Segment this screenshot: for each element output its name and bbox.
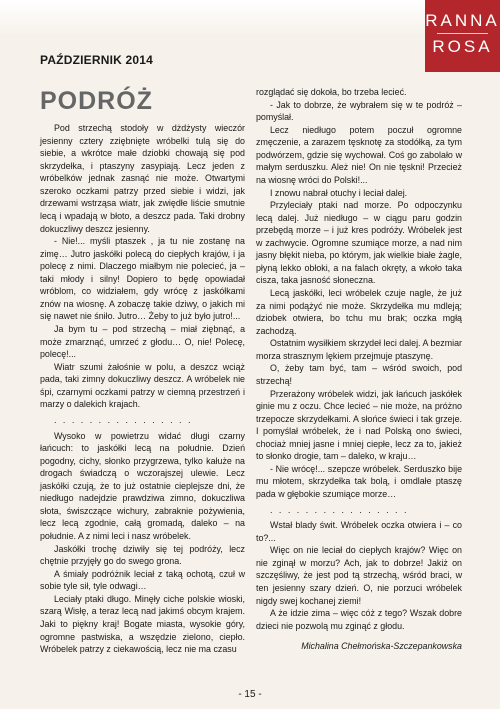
paragraph: Przerażony wróbelek widzi, jak łańcuch jaskółek ginie mu z oczu. Chce lecieć – nie może, na próżno trzepocze skrzydełkami. A słońce świeci i tak grzeje. I pomyślał wróbelek, że i nad Polską ono świeci, chociaż mniej jasne i mniej ciepłe, lecz za to, jakież to słonko drogie, tam – daleko, w kraju… [256, 388, 462, 462]
paragraph: Leciały ptaki długo. Minęły ciche polskie wioski, szarą Wisłę, a teraz lecą nad jakimś obcym krajem. Jaki to piękny kraj! Bogate miasta, wysokie góry, ogromne pastwiska, a wszędzie zielono, ciepło. Wróbelek patrzy z ciekawością, lecz nie ma czasu [40, 593, 245, 655]
page-number: - 15 - [238, 689, 262, 700]
logo-line-2: ROSA [432, 37, 493, 56]
logo-divider [437, 33, 488, 34]
paragraph: Więc on nie leciał do ciepłych krajów? Więc on nie zginął w morzu? Ach, jak to dobrze! Jakiż on szczęśliwy, że jest pod tą strzechą, wśród braci, w ten jesienny szary dzień. O, nie porzuci wróbelek nigdy swej kochanej ziemi! [256, 545, 462, 606]
paragraph: Wstał blady świt. Wróbelek oczka otwiera i – co to?... [256, 520, 462, 543]
magazine-logo [425, 0, 500, 72]
paragraph: Lecą jaskółki, leci wróbelek czuje nagle, że już za nimi podążyć nie może. Skrzydełka mu mdleją; dziobek otwiera, bo tchu mu brak; oczka mgłą zachodzą. [256, 288, 462, 336]
paragraph: rozglądać się dokoła, bo trzeba lecieć. [256, 87, 407, 97]
paragraph: - Nie wrócę!... szepcze wróbelek. Serduszko bije mu młotem, skrzydełka tak bolą, i omdlałe ptaszę pada w głębokie szumiące morze… [256, 463, 462, 499]
paragraph: Ja bym tu – pod strzechą – miał ziębnąć, a może zmarznąć, umrzeć z głodu… O, nie! Polecę, polecę!... [40, 324, 245, 360]
paragraph: A że idzie zima – więc cóż z tego? Wszak dobre dzieci nie pozwolą mu zginąć z głodu. [256, 608, 462, 631]
paragraph: - Nie!... myśli ptaszek , ja tu nie zostanę na zimę… Jutro jaskółki polecą do ciepłych krajów, i ja polecę z nimi. Dlaczego miałbym nie polecieć, ja – taki młody i silny! Dopiero to będę opowiadał wróblom, co widziałem, gdy wrócę z jaskółkami znów na wiosnę. A zobaczę takie dziwy, o jakich mi się nawet nie śniło. Jutro… Żeby to już było jutro!... [40, 236, 245, 322]
issue-month: PAŹDZIERNIK 2014 [40, 53, 154, 67]
paragraph: Wiatr szumi żałośnie w polu, a deszcz wciąż pada, taki zimny dokuczliwy deszcz. A wróbelek nie śpi, czarnymi oczkami patrzy w ciemną przestrzeń i marzy o dalekich krajach. [40, 361, 245, 410]
article-column-right [256, 86, 462, 653]
paragraph: Pod strzechą stodoły w dżdżysty wieczór jesienny cztery zziębnięte wróbelki tulą się do siebie, a wkrótce małe dziobki chowają się pod skrzydełka, i ptaszyny zasypiają. Lecz jeden z wróbelków jednak zasnąć nie może. Otwartymi szeroko oczkami patrzy przed siebie i widzi, jak drzewami wstrząsa wiatr, jak zwiędłe liście smutnie lecą i wpadają w błoto, a deszcz pada. Taki drobny dokuczliwy deszcz jesienny. [40, 123, 245, 234]
paragraph: Ostatnim wysiłkiem skrzydeł leci dalej. A bezmiar morza strasznym lękiem przejmuje ptaszynę. [256, 338, 462, 361]
paragraph: I znowu nabrał otuchy i leciał dalej. [270, 187, 408, 198]
article-column-left [40, 86, 245, 656]
paragraph: O, żeby tam być, tam – wśród swoich, pod strzechą! [256, 363, 462, 386]
section-separator: . . . . . . . . . . . . . . . . [54, 414, 193, 425]
paragraph: A śmiały podróżnik leciał z taką ochotą, czuł w sobie tyle sił, tyle odwagi… [40, 568, 245, 592]
logo-line-1: RANNA [425, 11, 500, 30]
paragraph: Wysoko w powietrzu widać długi czarny łańcuch: to jaskółki lecą na południe. Dzień pogodny, cichy, słonko przygrzewa, tylko kałuże na drogach świadczą o wczorajszej ulewie. Lecz jaskółki czują, że to już ostatnie cieplejsze dni, że niedługo nadejdzie prawdziwa zimno, dokuczliwa słota, świszczące wichury, zabraknie pożywienia, lecz lecą zgodnie, całą gromadą, daleko – na południe. A z nimi leci i nasz wróbelek. [40, 430, 245, 541]
paragraph: Lecz niedługo potem poczuł ogromne zmęczenie, a zarazem tęsknotę za stodółką, za tym podwórzem, gdzie się wychował. Coś go zabolało w małym serduszku. Ależ nie! On nie tęskni! Przecież na wiosnę wróci do Polski!... [256, 124, 462, 185]
section-separator: . . . . . . . . . . . . . . . . [270, 504, 409, 515]
author-signature: Michalina Chełmońska-Szczepankowska [301, 641, 462, 652]
paragraph: - Jak to dobrze, że wybrałem się w te podróż – pomyślał. [256, 99, 462, 123]
article-title: PODRÓŻ [40, 87, 153, 115]
paragraph: Przyleciały ptaki nad morze. Po odpoczynku lecą dalej. Już niedługo – w ciągu paru godzin przebędą morze – i już kres podróży. Wróbelek jest w zachwycie. Ogromne szumiące morze, a nad nim jasny błękit nieba, po którym, jak wielkie białe żagle, płyną lekko obłoki, a na falach okręty, a wkoło taka cisza, taka jasność słoneczna. [256, 200, 462, 286]
paragraph: Jaskółki trochę dziwiły się tej podróży, lecz chętnie przyjęły go do swego grona. [40, 543, 245, 567]
